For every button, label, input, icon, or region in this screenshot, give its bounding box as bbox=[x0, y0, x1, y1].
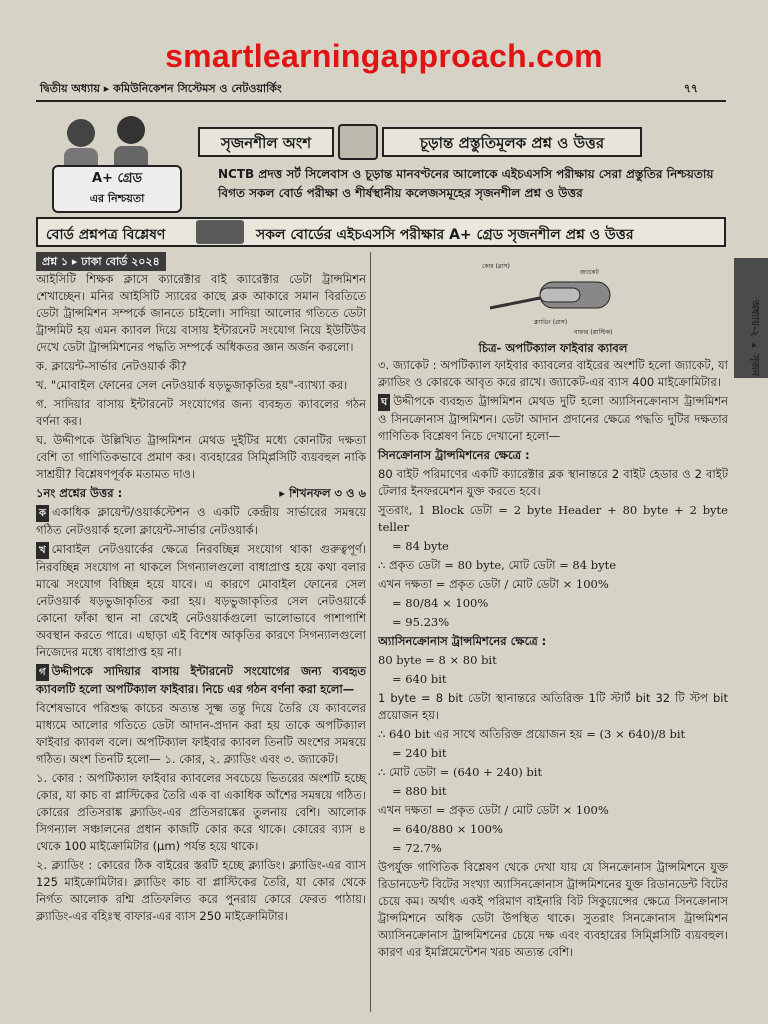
tag-ga: গ bbox=[36, 664, 49, 681]
answer-c-definition: বিশেষভাবে পরিশুদ্ধ কাচের অত্যন্ত সূক্ষ্ম তন্তু দিয়ে তৈরি যে ক্যাবলের মাধ্যমে আলোর গতিতে ডেটা আদান-প্রদান করা হয় তাকে অপটিক্যাল ফাইবার ক্যাবল বলে। অপটিক্যাল ফাইবার ক্যাবল তিনটি অংশের সমন্বয়ে গঠিত। অংশ তিনটি হলো— ১. কোর, ২. ক্ল্যাডিং এবং ৩. জ্যাকেট। bbox=[36, 701, 366, 766]
async-line-4: ∴ 640 bit এর সাথে অতিরিক্ত প্রয়োজন হয় = (3 × 640)/8 bit bbox=[378, 727, 686, 741]
async-line-9: = 640/880 × 100% bbox=[392, 822, 503, 836]
question-c: গ. সাদিয়ার বাসায় ইন্টারনেট সংযোগের জন্য ব্যবহৃত ক্যাবলের গঠন বর্ণনা কর। bbox=[36, 397, 366, 428]
sync-line-6: = 80/84 × 100% bbox=[392, 596, 489, 610]
tag-gha: ঘ bbox=[378, 394, 390, 411]
sync-line-1: 80 বাইট পরিমাণের একটি ক্যারেক্টার ব্লক স্থানান্তরে 2 বাইট হেডার ও 2 বাইট টেলার ইনফরমেশন যুক্ত করতে হবে। bbox=[378, 467, 728, 498]
conclusion: উপর্যুক্ত গাণিতিক বিশ্লেষণ থেকে দেখা যায় যে সিনক্রোনাস ট্রান্সমিশনে যুক্ত রিডানডেন্ট বিটের সংখ্যা অ্যাসিনক্রোনাস ট্রান্সমিশনের যুক্ত রিডানডেন্ট বিটের চেয়ে কম। অর্থাৎ একই পরিমাণ বাইনারি বিট সিকুয়েন্সের ক্ষেত্রে সিনক্রোনাস ট্রান্সমিশনে অধিক ডেটা উপস্থিত থাকে। সুতরাং সিনক্রোনাস ট্রান্সমিশন অ্যাসিনক্রোনাস ট্রান্সমিশনের চেয়ে দক্ষ এবং ব্যবহারের সিম্প্লিসিটি ব্যয়বহুল। কারণ এর ইমপ্লিমেন্টেশন খরচ অত্যন্ত বেশি। bbox=[378, 860, 728, 959]
site-watermark: smartlearningapproach.com bbox=[165, 38, 603, 74]
answer-d bbox=[378, 393, 728, 445]
async-line-6: ∴ মোট ডেটা = (640 + 240) bit bbox=[378, 765, 543, 779]
answer-c-core: ১. কোর : অপটিক্যাল ফাইবার ক্যাবলের সবচেয়ে ভিতরের অংশটি হচ্ছে কোর, যা কাচ বা প্লাস্টিকের তৈরি এক বা একাধিক আঁশের সমন্বয়ে গঠিত। কোরের প্রতিসরাঙ্ক ক্ল্যাডিং-এর প্রতিসরাঙ্কের তুলনায় বেশি। আলোক সিগন্যাল সঞ্চালনের প্রধান কাজটি কোর করে থাকে। কোরের ব্যাস ৪ থেকে 100 মাইক্রোমিটার (μm) পর্যন্ত হয়ে থাকে। bbox=[36, 771, 366, 853]
intro-text: NCTB প্রদত্ত সর্ট সিলেবাস ও চূড়ান্ত মানবণ্টনের আলোকে এইচএসসি পরীক্ষায় সেরা প্রস্তুতির নিশ্চয়তায় বিগত সকল বোর্ড পরীক্ষা ও শীর্ষস্থানীয় কলেজসমূহের সৃজনশীল প্রশ্ন ও উত্তর bbox=[218, 167, 714, 200]
sync-line-4: ∴ প্রকৃত ডেটা = 80 byte, মোট ডেটা = 84 byte bbox=[378, 558, 617, 572]
figure-label: জ্যাকেট bbox=[580, 269, 599, 276]
left-column bbox=[36, 252, 366, 927]
async-line-3: 1 byte = 8 bit ডেটা স্থানান্তরে অতিরিক্ত 1টি স্টার্ট bit 32 টি স্টপ bit প্রয়োজন হয়। bbox=[378, 691, 728, 722]
page-number: ৭৭ bbox=[683, 82, 698, 95]
question-heading: প্রশ্ন ১ ▸ ঢাকা বোর্ড ২০২৪ bbox=[36, 252, 166, 271]
answer-c-jacket: ৩. জ্যাকেট : অপটিক্যাল ফাইবার ক্যাবলের বাইরের অংশটি হলো জ্যাকেট, যা ক্ল্যাডিং ও কোরকে আবৃত করে রাখে। জ্যাকেট-এর ব্যাস 400 মাইক্রোমিটার। bbox=[378, 358, 728, 389]
board-analysis-bar bbox=[36, 217, 726, 247]
question-b: খ. "মোবাইল ফোনের সেল নেটওয়ার্ক ষড়ভুজাকৃতির হয়"-ব্যাখ্যা কর। bbox=[36, 378, 348, 392]
sync-line-2: সুতরাং, 1 Block ডেটা = 2 byte Header + 80 byte + 2 byte teller bbox=[378, 503, 728, 534]
async-heading: অ্যাসিনক্রোনাস ট্রান্সমিশনের ক্ষেত্রে : bbox=[378, 634, 547, 648]
question-icon bbox=[196, 220, 244, 244]
figure-label: ক্ল্যাডিং (গ্লাস) bbox=[534, 319, 568, 326]
sync-line-5: এখন দক্ষতা = প্রকৃত ডেটা / মোট ডেটা × 100% bbox=[378, 577, 609, 591]
async-line-5: = 240 bit bbox=[392, 746, 447, 760]
answer-d-text: উদ্দীপকে ব্যবহৃত ট্রান্সমিশন মেথড দুটি হলো অ্যাসিনক্রোনাস ট্রান্সমিশন ও সিনক্রোনাস ট্রান্সমিশন। ডেটা আদান প্রদানের ক্ষেত্রে পদ্ধতি দুটির দক্ষতার গাণিতিক বিশ্লেষণ নিচে দেখানো হলো— bbox=[378, 394, 728, 443]
question-stem: আইসিটি শিক্ষক ক্লাসে ক্যারেক্টার বাই ক্যারেক্টার ডেটা ট্রান্সমিশন শেখাচ্ছেন। মনির আইসিটি স্যারের কাছে ব্লক আকারে সমান বিরতিতে ডেটা ট্রান্সমিশন সম্পর্কে জানতে চাইলো। সাদিয়া আলোর গতিতে ডেটা ট্রান্সমিট হয় এমন ক্যাবল দিয়ে বাসায় ইন্টারনেট সংযোগ নিয়ে ইউটিউব দেখে ডেটা ট্রান্সমিশনের পদ্ধতি সম্পর্কে অধিকতর জ্ঞান অর্জন করলো। bbox=[36, 272, 366, 354]
bar-title: বোর্ড প্রশ্নপত্র বিশ্লেষণ bbox=[46, 227, 166, 243]
answer-b bbox=[36, 541, 366, 661]
async-line-7: = 880 bit bbox=[392, 784, 447, 798]
figure-label: কোর (গ্লাস) bbox=[482, 263, 510, 270]
learning-outcome-ref: ▸ শিখনফল ৩ ও ৬ bbox=[279, 486, 366, 500]
answer-c-cladding: ২. ক্ল্যাডিং : কোরের ঠিক বাইরের স্তরটি হচ্ছে ক্ল্যাডিং। ক্ল্যাডিং-এর ব্যাস 125 মাইক্রোমিটার। ক্ল্যাডিং কাচ বা প্লাস্টিকের তৈরি, যা কোর থেকে নির্গত আলোক রশ্মি প্রতিফলিত করে পুনরায় কোরে ফেরত পাঠায়। ক্ল্যাডিং-এর বহিঃস্থ বাফার-এর ব্যাস 250 মাইক্রোমিটার। bbox=[36, 858, 366, 923]
question-d: ঘ. উদ্দীপকে উল্লিখিত ট্রান্সমিশন মেথড দুইটির মধ্যে কোনটির দক্ষতা বেশি তা গাণিতিকভাবে প্রমাণ কর। ব্যবহারের সিম্প্লিসিটি ব্যয়বহুল নাকি সাশ্রয়ী? বিশ্লেষণপূর্বক মতামত দাও। bbox=[36, 433, 366, 481]
badge-line2: এর নিশ্চয়তা bbox=[89, 192, 145, 205]
tag-kha: খ bbox=[36, 542, 49, 559]
question-a: ক. ক্লায়েন্ট-সার্ভার নেটওয়ার্ক কী? bbox=[36, 359, 187, 373]
chapter-header: দ্বিতীয় অধ্যায় ▸ কমিউনিকেশন সিস্টেমস ও নেটওয়ার্কিং bbox=[40, 82, 282, 95]
right-column bbox=[378, 252, 728, 963]
header-rule bbox=[36, 100, 726, 102]
answer-c-text: উদ্দীপকে সাদিয়ার বাসায় ইন্টারনেট সংযোগের জন্য ব্যবহৃত ক্যাবলটি হলো অপটিক্যাল ফাইবার। নিচে এর গঠন বর্ণনা করা হলো— bbox=[36, 664, 366, 696]
tag-ka: ক bbox=[36, 505, 49, 522]
column-divider bbox=[370, 252, 371, 1012]
answer-a bbox=[36, 504, 366, 539]
tab-creative: সৃজনশীল অংশ bbox=[198, 127, 334, 157]
grade-badge bbox=[52, 165, 182, 213]
figure-label: বাফার (প্লাস্টিক) bbox=[574, 329, 613, 336]
answer-a-text: একাধিক ক্লায়েন্ট/ওয়ার্কস্টেশন ও একটি কেন্দ্রীয় সার্ভারের সমন্বয়ে গঠিত নেটওয়ার্ক হলো ক্লায়েন্ট-সার্ভার নেটওয়ার্ক। bbox=[36, 505, 366, 537]
tab-final-prep: চূড়ান্ত প্রস্তুতিমূলক প্রশ্ন ও উত্তর bbox=[382, 127, 642, 157]
answer-title: ১নং প্রশ্নের উত্তর : bbox=[36, 486, 123, 500]
sync-heading: সিনক্রোনাস ট্রান্সমিশনের ক্ষেত্রে : bbox=[378, 448, 530, 462]
brain-icon bbox=[338, 124, 378, 160]
async-line-1: 80 byte = 8 × 80 bit bbox=[378, 653, 497, 667]
answer-heading bbox=[36, 485, 366, 502]
sync-line-7: = 95.23% bbox=[392, 615, 450, 629]
async-line-2: = 640 bit bbox=[392, 672, 447, 686]
answer-b-text: মোবাইল নেটওয়ার্কের ক্ষেত্রে নিরবচ্ছিন্ন সংযোগ থাকা গুরুত্বপূর্ণ। নিরবচ্ছিন্ন সংযোগ না থাকলে সিগন্যালগুলো বাধাপ্রাপ্ত হয়ে কথা বলার মাঝে সংযোগ বিচ্ছিন্ন হয়ে যাবে। এ কারণে মোবাইল ফোনের সেল নেটওয়ার্ক ষড়ভুজাকৃতির করা হয়। ষড়ভুজাকৃতির সেল নেটওয়ার্কে কোনো ফাঁকা স্থান না রেখেই নেটওয়ার্কগুলো ভালোভাবে পাশাপাশি অবস্থান করতে পারে। এছাড়া এই বিশেষ আকৃতির কারণে সিগন্যালগুলো নিজেদের মধ্যে বাধাপ্রাপ্ত হয় না। bbox=[36, 542, 366, 659]
sync-line-3: = 84 byte bbox=[392, 539, 449, 553]
bar-subtitle: সকল বোর্ডের এইচএসসি পরীক্ষার A+ গ্রেড সৃজনশীল প্রশ্ন ও উত্তর bbox=[256, 227, 634, 243]
answer-c bbox=[36, 663, 366, 698]
async-line-10: = 72.7% bbox=[392, 841, 442, 855]
badge-line1: A+ গ্রেড bbox=[91, 171, 143, 186]
side-label: অধ্যায়-২ ▸ সৃজন bbox=[749, 300, 760, 377]
async-line-8: এখন দক্ষতা = প্রকৃত ডেটা / মোট ডেটা × 100% bbox=[378, 803, 609, 817]
figure-caption: চিত্র- অপটিক্যাল ফাইবার ক্যাবল bbox=[478, 341, 628, 355]
